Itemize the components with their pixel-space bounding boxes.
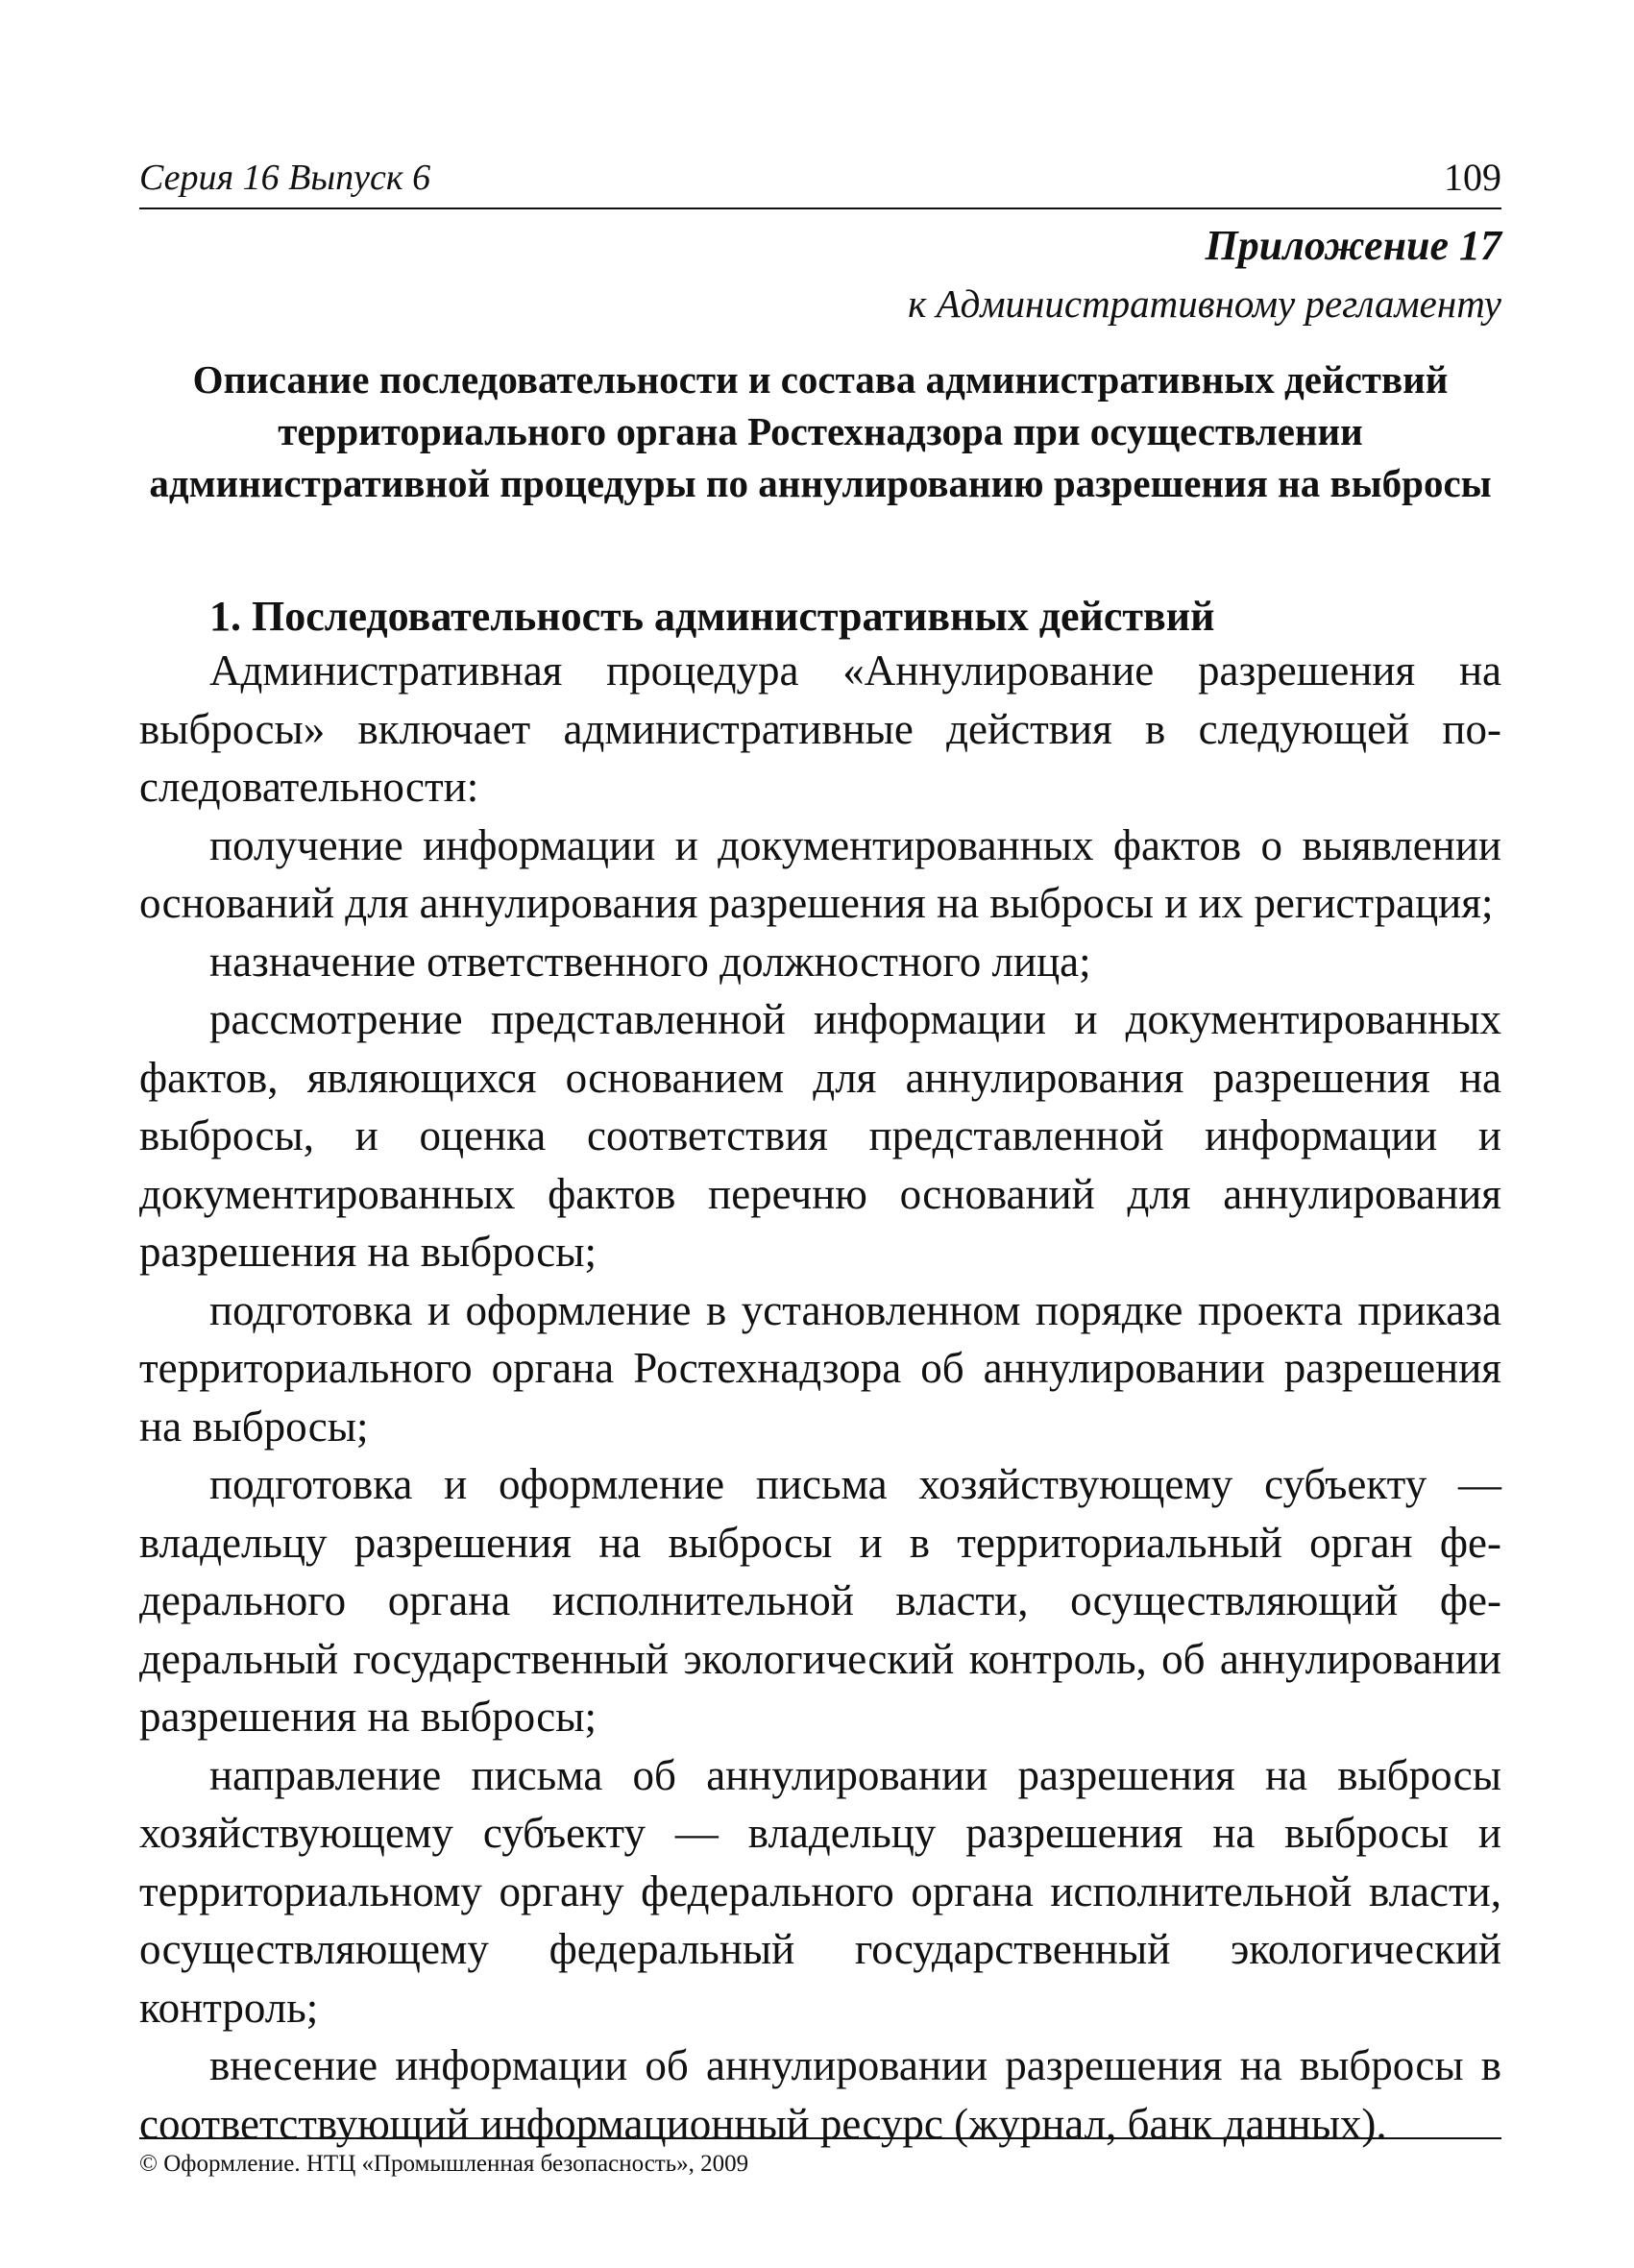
paragraph: Административная процедура «Аннулирование разрешения на выбросы» включает административные действия в следующей последовательности:	[139, 646, 1501, 811]
body-text	[139, 642, 1501, 2153]
page-number: 109	[1444, 156, 1501, 199]
document-title: Описание последовательности и состава административных действий территориального органа Ростехнадзора при осуществлении административной процедуры по аннулированию разрешения на выбросы	[149, 357, 1492, 505]
page-header	[139, 154, 1501, 209]
paragraph: направление письма об аннулировании разрешения на выбросы хозяйствующему субъекту — владельцу разрешения на выбросы и территориальному органу федерального органа исполнительной власти, осуществляющему федеральный государственный экологический контроль;	[139, 1750, 1501, 2032]
paragraph: рассмотрение представленной информации и документированных фактов, являющихся основанием для аннулирования разрешения на выбросы, и оценка соответствия представленной информации и документированных фактов перечню оснований для аннулирования разрешения на выбросы;	[139, 995, 1501, 1276]
copyright-text: © Оформление. НТЦ «Промышленная безопасность», 2009	[139, 2151, 749, 2177]
paragraph: подготовка и оформление письма хозяйствующему субъекту — владельцу разрешения на выбросы и в территориальный орган федерального органа исполнительной власти, осуществляющий федеральный государственный экологический контроль, об аннулировании разрешения на выбросы;	[139, 1460, 1501, 1741]
section-heading: 1. Последовательность административных действий	[209, 593, 1215, 640]
paragraph: назначение ответственного должностного лица;	[209, 937, 1091, 986]
appendix-label: Приложение 17	[1205, 222, 1501, 269]
paragraph: получение информации и документированных фактов о выявлении оснований для аннулирования разрешения на выбросы и их регистрация;	[139, 820, 1501, 927]
series-label: Серия 16 Выпуск 6	[139, 158, 431, 198]
appendix-block	[908, 217, 1501, 332]
paragraph: подготовка и оформление в установленном порядке проекта приказа территориального органа Ростехнадзора об аннулировании разрешения на выбросы;	[139, 1285, 1501, 1451]
page-footer	[139, 2137, 1501, 2180]
appendix-subtitle: к Административному регламенту	[908, 281, 1501, 326]
paragraph: внесение информации об аннулировании разрешения на выбросы в соответствующий информационный ресурс (журнал, банк данных).	[139, 2041, 1501, 2148]
